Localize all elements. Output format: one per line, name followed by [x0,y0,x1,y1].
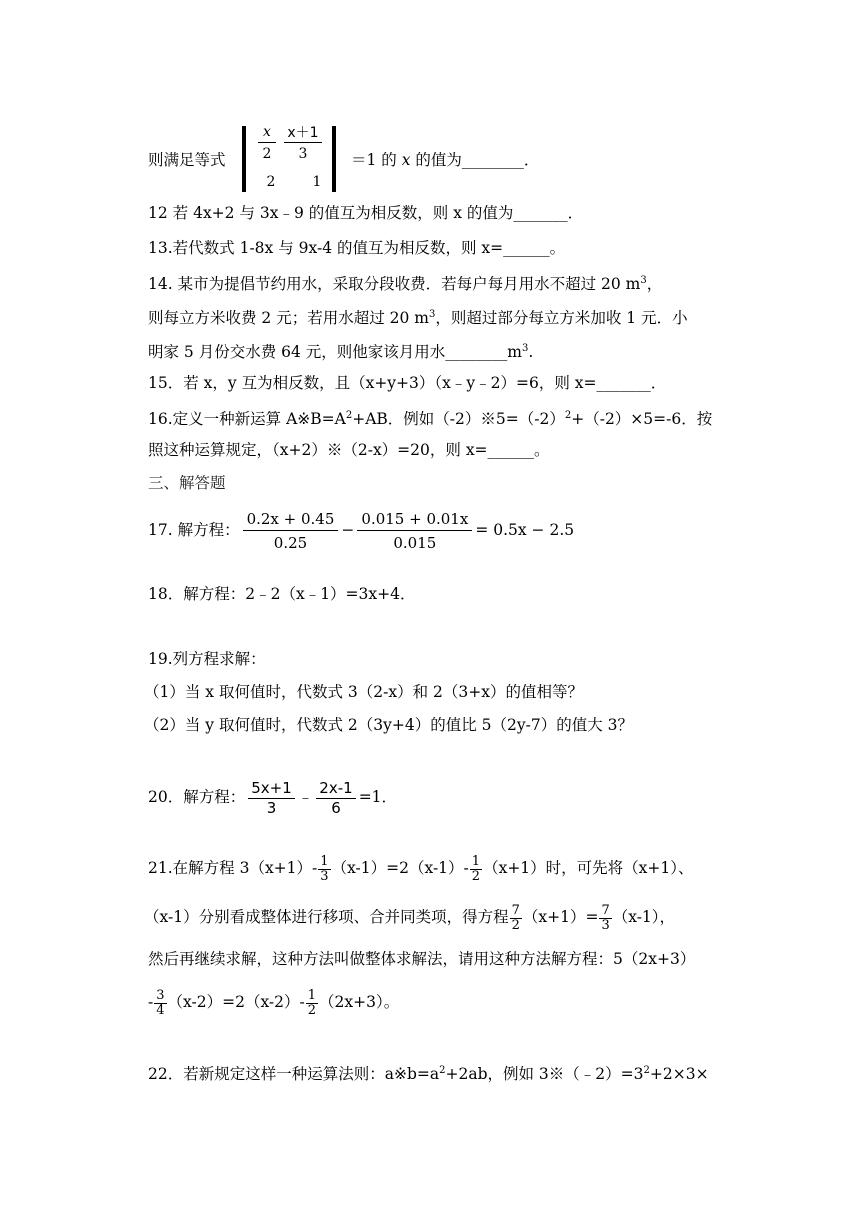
q14-text-5: . [528,343,534,362]
question-22 [148,1060,709,1085]
q17-f2-num: 0.015 + 0.01x [357,509,472,531]
question-12: 12 若 4x+2 与 3x﹣9 的值互为相反数，则 x 的值为_______． [148,204,584,222]
frac-num: 7 [511,902,520,918]
q21-text-6: （x-1）， [612,908,676,926]
q11-suffix [351,148,539,170]
question-15: 15．若 x，y 互为相反数，且（x+y+3）（x﹣y﹣2）=6，则 x=_______． [148,374,667,392]
frac-num: 7 [601,902,610,918]
frac-den: 2 [307,1002,317,1018]
question-19-part-1: （1）当 x 取何值时，代数式 3（2-x）和 2（3+x）的值相等？ [144,683,583,701]
q21-text-7: - [148,993,154,1011]
q16-sup-1: 2 [345,410,353,421]
question-16-line-2: 照这种运算规定，（x+2）※（2-x）=20，则 x=______。 [148,441,550,459]
q21-frac-1-2 [470,855,482,884]
q22-text-3: +2×3× [649,1065,709,1084]
det-b-num: x＋1 [287,125,319,141]
q21-text-2: （x-1）=2（x-1）- [331,859,469,877]
q17-label: 17. 解方程： [148,521,240,539]
q20-f1-den: 3 [266,798,277,817]
frac-num: 1 [307,987,317,1003]
q20-f2-den: 6 [331,798,341,817]
det-b-line [284,142,322,143]
q17-f1-num: 0.2x + 0.45 [243,509,339,531]
q11-var: x [401,151,411,169]
q21-text-5: （x+1）= [522,908,599,926]
q22-text-2: +2ab，例如 3※（﹣2）=3 [445,1065,644,1084]
frac-num: 1 [320,853,329,869]
question-13: 13.若代数式 1-8x 与 9x-4 的值互为相反数，则 x=______。 [148,239,566,257]
question-21-line-1 [148,851,694,885]
question-17 [148,508,574,553]
q21-text-1: 21.在解方程 3（x+1）- [148,859,318,877]
q14-text-2: 则每立方米收费 2 元；若用水超过 20 m [148,309,429,328]
q21-frac-7-2 [510,904,522,933]
question-21-line-3: 然后再继续求解，这种方法叫做整体求解法，请用这种方法解方程：5（2x+3） [148,950,696,968]
q17-minus: − [341,521,355,539]
frac-den: 4 [156,1002,165,1018]
q20-rhs: =1． [358,788,398,806]
q17-fraction-1 [243,509,339,553]
q21-frac-3-4 [154,989,166,1018]
q20-f2-num: 2x-1 [316,779,355,799]
q14-text-1: 14. 某市为提倡节约用水，采取分段收费．若每户每月用水不超过 20 m [148,275,641,294]
det-a-line [258,142,276,143]
q21-text-8: （x-2）=2（x-2）- [167,993,305,1011]
q20-fraction-2 [316,779,355,818]
question-14-line-1: 14. 某市为提倡节约用水，采取分段收费．若每户每月用水不超过 20 $m^3$， [148,275,663,294]
q21-text-9: （2x+3）。 [319,993,400,1011]
question-14-line-2 [148,304,688,329]
frac-den: 2 [471,868,481,884]
q17-f1-den: 0.25 [273,534,308,552]
q14-text-4: 明家 5 月份交水费 64 元，则他家该月用水________m [148,343,522,362]
question-20 [148,775,397,819]
det-d: 1 [312,174,322,190]
q20-minus: ﹣ [297,788,314,806]
frac-den: 2 [511,917,520,933]
q16-sup-2: 2 [564,410,572,421]
q17-rhs: = 0.5x − 2.5 [475,521,575,539]
q20-fraction-1 [248,779,295,818]
q22-sup-1: 2 [439,1065,446,1076]
question-19-part-2: （2）当 y 取何值时，代数式 2（3y+4）的值比 5（2y-7）的值大 3？ [144,716,634,734]
q11-suffix-b: 的值为________． [410,151,540,169]
det-a-num: x [263,124,271,140]
q17-fraction-2 [357,509,472,553]
frac-num: 3 [156,987,165,1003]
question-19-title: 19.列方程求解： [148,650,266,668]
q11-prefix: 则满足等式 [148,151,226,169]
determinant-right-bar [332,126,336,192]
question-18: 18．解方程：2﹣2（x﹣1）=3x+4． [148,585,416,603]
question-16-line-1 [148,405,712,430]
q14-sup-3: 3 [522,343,529,354]
frac-num: 1 [471,853,481,869]
det-a-den: 2 [262,146,272,162]
q14-text-3: ，则超过部分每立方米加收 1 元．小 [435,309,688,328]
question-21-line-4 [148,985,399,1019]
section-heading: 三、解答题 [148,474,226,492]
question-21-line-2 [144,900,675,934]
det-c: 2 [266,174,276,190]
question-11 [148,118,748,194]
frac-den: 3 [320,868,329,884]
det-b-den: 3 [298,146,308,162]
q16-text-1: 16.定义一种新运算 A※B=A [148,410,346,429]
q21-text-4: （x-1）分别看成整体进行移项、合并同类项，得方程 [144,908,509,926]
q20-f1-num: 5x+1 [248,779,295,799]
determinant-left-bar [242,126,246,192]
q22-text-1: 22．若新规定这样一种运算法则：a※b=a [148,1065,440,1084]
q16-text-2: +AB．例如（-2）※5=（-2） [352,410,565,429]
question-14-line-3 [148,338,533,363]
q11-suffix-a: ＝1 的 [351,151,402,169]
q21-frac-1-2b [306,989,318,1018]
q22-sup-2: 2 [643,1065,650,1076]
q21-text-3: （x+1）时，可先将（x+1）、 [483,859,694,877]
frac-den: 3 [601,917,610,933]
q21-frac-7-3 [599,904,611,933]
q14-sup-1: 3 [640,275,647,286]
q14-sup-2: 3 [429,309,436,320]
q17-f2-den: 0.015 [393,534,437,552]
q21-frac-1-3 [318,855,330,884]
q20-label: 20．解方程： [148,788,246,806]
q16-text-3: +（-2）×5=-6．按 [571,410,713,429]
